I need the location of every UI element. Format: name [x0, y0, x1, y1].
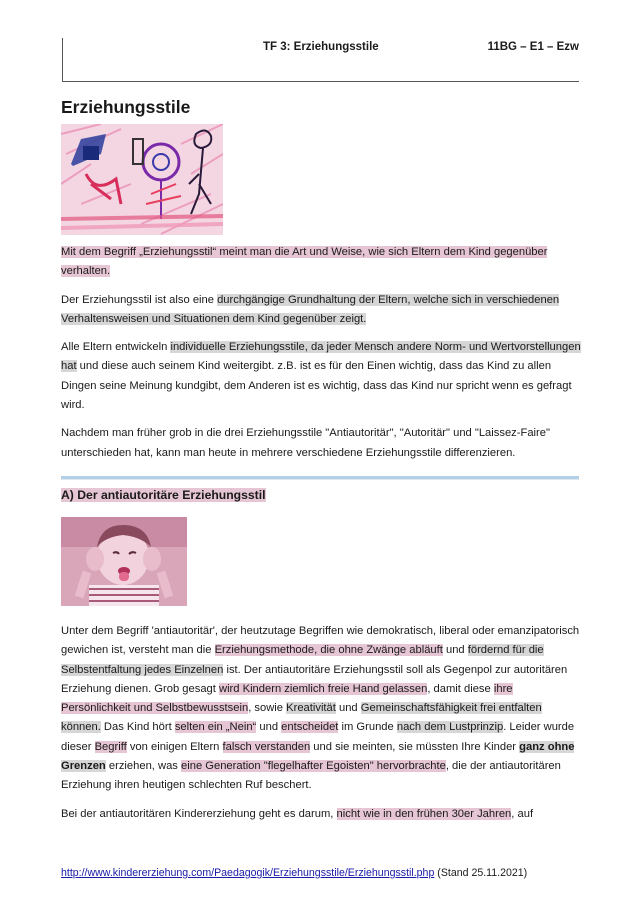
section-a-paragraph-1: Unter dem Begriff 'antiautoritär', der heutzutage Begriffen wie demokratisch, liberal oder emanzipatorisch gewichen ist, versteht man die Erziehungsmethode, die ohne Zwänge abläuft und fördernd für die Selbstentfaltung jedes Einzelnen ist. Der antiautoritäre Erziehungsstil soll als Gegenpol zur autoritären Erziehung dienen. Grob gesagt wird Kindern ziemlich freie Hand gelassen, damit diese ihre Persönlichkeit und Selbstbewusstsein, sowie Kreativität und Gemeinschaftsfähigkeit frei entfalten können. Das Kind hört selten ein „Nein“ und entscheidet im Grunde nach dem Lustprinzip. Leider wurde dieser Begriff von einigen Eltern falsch verstanden und sie meinten, sie müssten Ihre Kinder ganz ohne Grenzen erziehen, was eine Generation "flegelhafter Egoisten" hervorbrachte, die der antiautoritären Erziehung ihren heutigen schlechten Ruf beschert. [61, 625, 580, 792]
header-topic: TF 3: Erziehungsstile [263, 41, 379, 53]
intro-paragraph-4: Nachdem man früher grob in die drei Erziehungsstile "Antiautoritär", "Autoritär" und "Laissez-Faire" unterschieden hat, kann man heute in mehrere verschiedene Erziehungsstile differenzieren. [61, 427, 550, 459]
intro-text [61, 243, 581, 472]
page-title: Erziehungsstile [61, 97, 191, 117]
intro-paragraph-2: Der Erziehungsstil ist also eine durchgängige Grundhaltung der Eltern, welche sich in verschiedenen Verhaltensweisen und Situationen dem Kind gegenüber zeigt. [61, 293, 560, 325]
child-drawing-image [61, 124, 223, 235]
header-horizontal-rule [62, 81, 579, 82]
section-a-heading: A) Der antiautoritäre Erziehungsstil [61, 488, 266, 502]
header-vertical-rule [62, 38, 63, 82]
child-covering-ears-photo [61, 517, 187, 606]
section-a-text [61, 622, 581, 833]
footer-source [61, 867, 527, 879]
source-link[interactable]: http://www.kindererziehung.com/Paedagogik/Erziehungsstile/Erziehungsstil.php [61, 867, 435, 879]
section-a-paragraph-2: Bei der antiautoritären Kindererziehung geht es darum, nicht wie in den frühen 30er Jahren, auf [61, 807, 534, 820]
section-divider-shadow [61, 479, 579, 480]
header-course: 11BG – E1 – Ezw [487, 41, 579, 53]
intro-paragraph-3: Alle Eltern entwickeln individuelle Erziehungsstile, da jeder Mensch andere Norm- und Wertvorstellungen hat und diese auch seinem Kind weitergibt. z.B. ist es für den Einen wichtig, dass das Kind zu allen Dingen seine Meinung kundgibt, dem Anderen ist es wichtig, dass das Kind nur spricht wenn es gefragt wird. [61, 341, 581, 412]
intro-paragraph-1: Mit dem Begriff „Erziehungsstil“ meint man die Art und Weise, wie sich Eltern dem Kind gegenüber verhalten. [61, 246, 548, 278]
source-date: (Stand 25.11.2021) [434, 867, 528, 879]
